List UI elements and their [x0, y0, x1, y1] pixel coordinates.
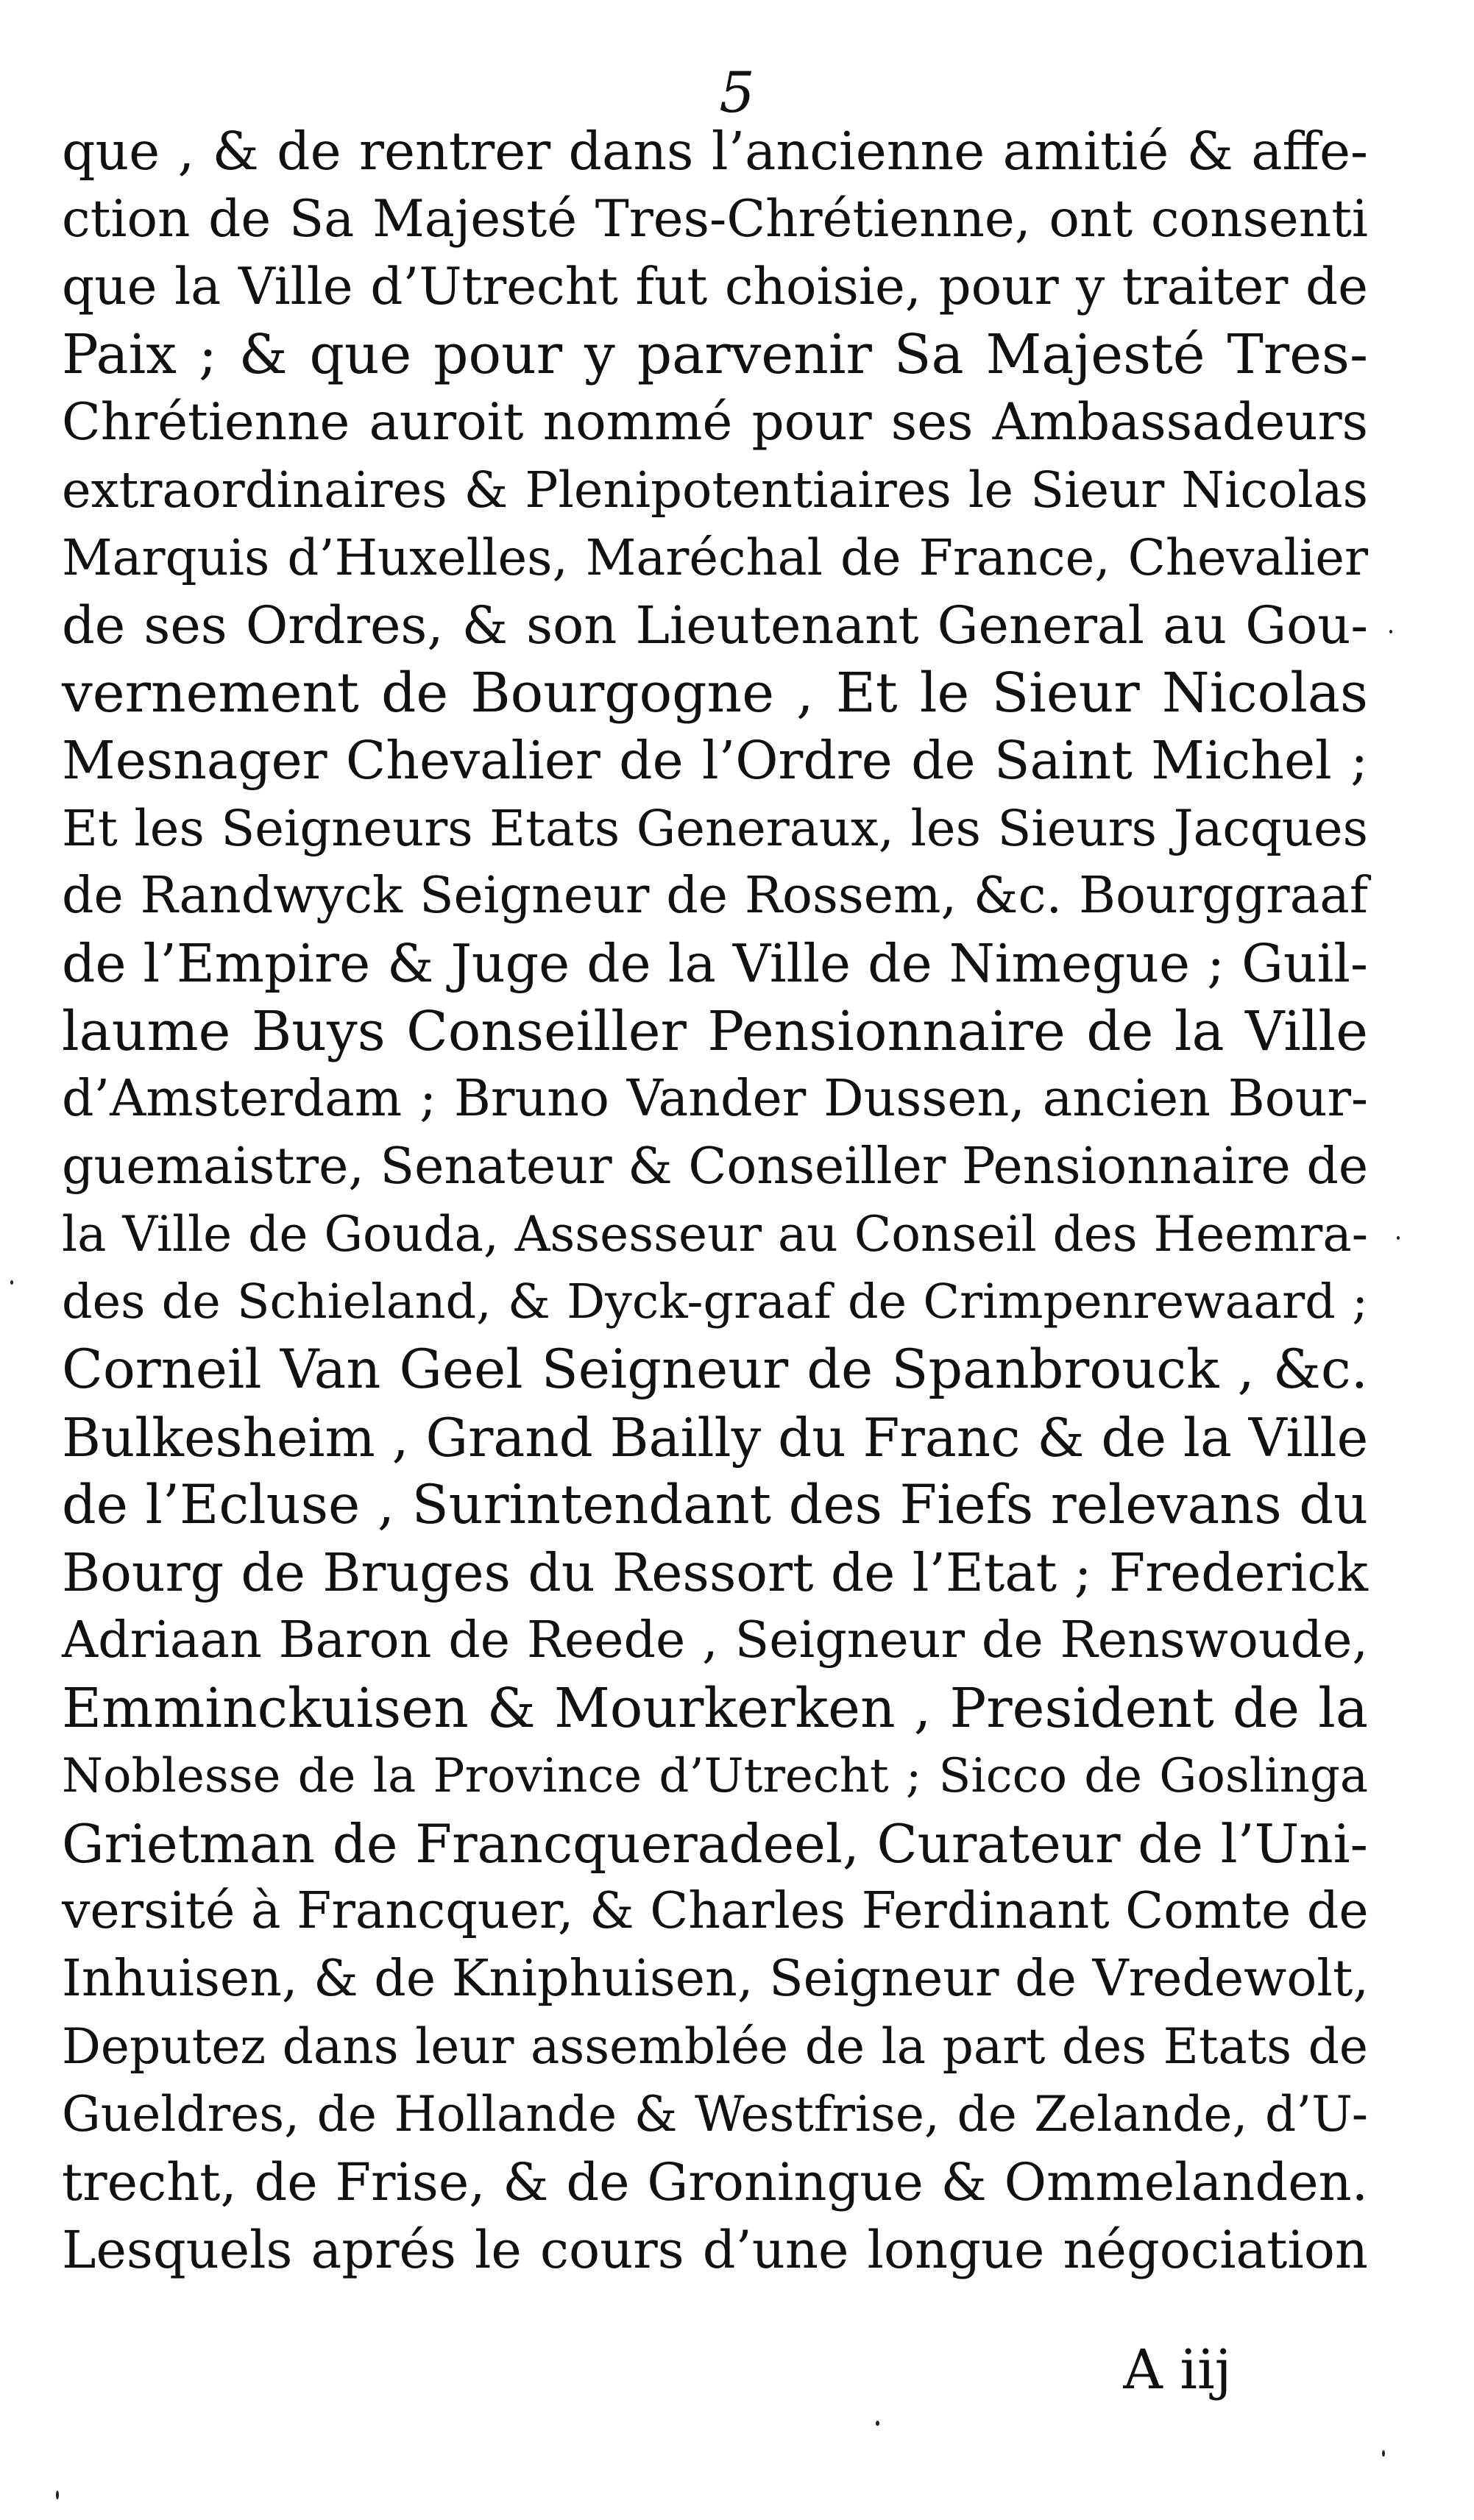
text-line: que , & de rentrer dans l’ancienne amitié & affe- [62, 121, 1368, 182]
text-line: de ses Ordres, & son Lieutenant General au Gou- [62, 595, 1368, 656]
text-line: que la Ville d’Utrecht fut choisie, pour y traiter de [62, 258, 1368, 316]
text-line: guemaistre, Senateur & Conseiller Pensionnaire de [62, 1137, 1369, 1196]
text-line: Bourg de Bruges du Ressort de l’Etat ; Frederick [62, 1542, 1368, 1603]
ink-speck [1397, 1236, 1400, 1240]
text-line: versité à Francquer, & Charles Ferdinant Comte de [62, 1882, 1369, 1940]
text-line: Deputez dans leur assemblée de la part des Etats de [62, 2018, 1368, 2075]
text-line: vernement de Bourgogne , Et le Sieur Nicolas [62, 661, 1368, 725]
text-line: Corneil Van Geel Seigneur de Spanbrouck , &c. [62, 1338, 1368, 1401]
text-line: Marquis d’Huxelles, Maréchal de France, Chevalier [62, 529, 1368, 586]
ink-speck [10, 1280, 13, 1285]
text-line: Et les Seigneurs Etats Generaux, les Sieurs Jacques [62, 800, 1368, 857]
text-line: de l’Empire & Juge de la Ville de Nimegue ; Guil- [62, 933, 1368, 994]
text-line: Adriaan Baron de Reede , Seigneur de Renswoude, [62, 1611, 1368, 1669]
text-line: Inhuisen, & de Kniphuisen, Seigneur de Vredewolt, [62, 1950, 1369, 2008]
text-line: Grietman de Francqueradeel, Curateur de l’Uni- [62, 1813, 1368, 1875]
text-line: des de Schieland, & Dyck-graaf de Crimpenrewaard ; [62, 1274, 1368, 1330]
ink-speck [1382, 2450, 1385, 2457]
text-line: Emminckuisen & Mourkerken , President de la [62, 1677, 1368, 1740]
text-line: la Ville de Gouda, Assesseur au Conseil des Heemra- [62, 1206, 1368, 1263]
text-line: Paix ; & que pour y parvenir Sa Majesté Tres- [62, 323, 1368, 386]
text-line: Gueldres, de Hollande & Westfrise, de Zelande, d’U- [62, 2086, 1368, 2143]
page-number: 5 [719, 60, 755, 125]
body-text [62, 118, 1368, 2284]
text-line: d’Amsterdam ; Bruno Vander Dussen, ancien Bour- [62, 1070, 1368, 1128]
signature-mark: A iij [1123, 2338, 1232, 2402]
text-line: de l’Ecluse , Surintendant des Fiefs relevans du [62, 1474, 1368, 1536]
ink-speck [876, 2421, 879, 2426]
ink-speck [56, 2491, 59, 2499]
ink-speck [1389, 630, 1392, 633]
text-line: Bulkesheim , Grand Bailly du Franc & de la Ville [62, 1407, 1369, 1469]
text-line: trecht, de Frise, & de Groningue & Ommelanden. [62, 2152, 1368, 2212]
text-line: Noblesse de la Province d’Utrecht ; Sicco de Goslinga [62, 1749, 1368, 1803]
text-line: Mesnager Chevalier de l’Ordre de Saint Michel ; [62, 730, 1368, 791]
text-line: extraordinaires & Plenipotentiaires le Sieur Nicolas [62, 461, 1368, 519]
text-line: Chrétienne auroit nommé pour ses Ambassadeurs [62, 393, 1368, 452]
text-line: laume Buys Conseiller Pensionnaire de la Ville [62, 1000, 1368, 1063]
text-line: de Randwyck Seigneur de Rossem, &c. Bourggraaf [62, 867, 1368, 925]
text-line: Lesquels aprés le cours d’une longue négociation [62, 2220, 1368, 2280]
text-line: ction de Sa Majesté Tres-Chrétienne, ont consenti [62, 190, 1368, 249]
